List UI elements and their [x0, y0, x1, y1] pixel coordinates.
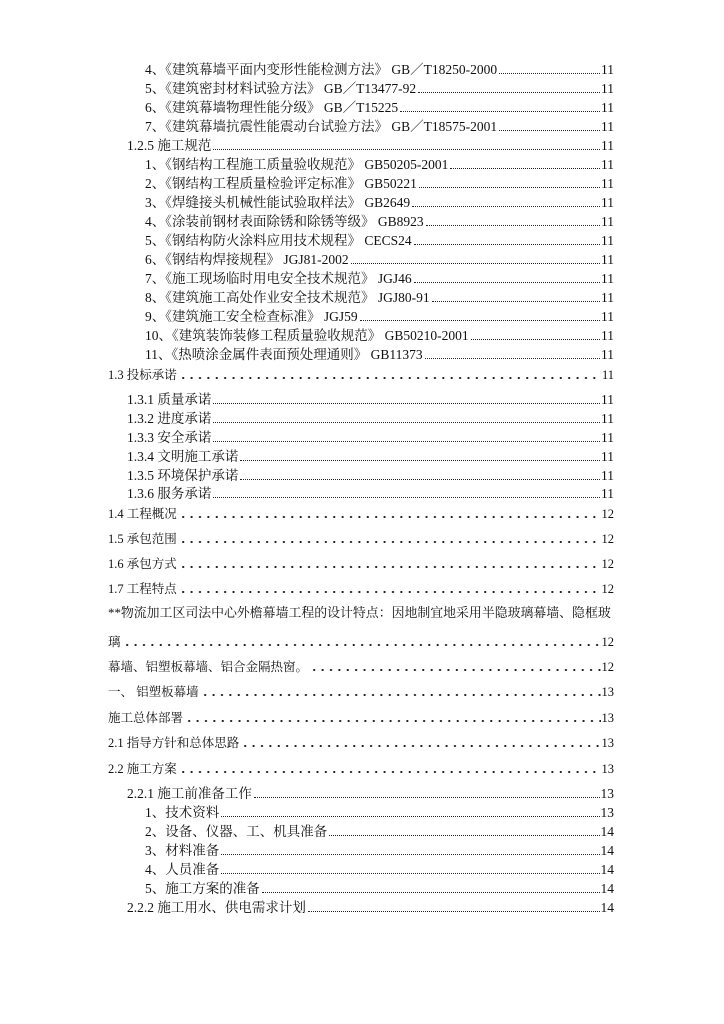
toc-entry-label: 6、《建筑幕墙物理性能分级》 GB／T15225	[145, 100, 399, 115]
toc-entry-page: 11	[601, 430, 614, 445]
toc-entry-page: 13	[601, 736, 614, 750]
toc-entry-page: 13	[601, 762, 614, 776]
dot-leader	[499, 73, 600, 74]
toc-entry-page: 11	[601, 271, 614, 286]
toc-entry-label: 4、人员准备	[145, 862, 220, 877]
toc-entry-page: 13	[600, 805, 614, 820]
toc-entry-label: 1、《钢结构工程施工质量验收规范》 GB50205-2001	[145, 157, 449, 172]
toc-entry-page: 13	[601, 685, 614, 699]
dot-leader	[213, 403, 600, 404]
toc-entry-label: 5、施工方案的准备	[145, 881, 260, 896]
toc-entry	[145, 156, 614, 174]
toc-entry-label: 6、《钢结构焊接规程》 JGJ81-2002	[145, 252, 349, 267]
toc-entry	[108, 555, 614, 573]
toc-entry-page: 11	[601, 233, 614, 248]
toc-entry-page: 14	[600, 862, 614, 877]
dot-leader	[351, 263, 600, 264]
dot-leader	[425, 358, 600, 359]
dot-leader	[213, 441, 600, 442]
toc-entry-label: 2、设备、仪器、工、机具准备	[145, 824, 328, 839]
dot-leader	[400, 111, 600, 112]
toc-entry-label: 3、材料准备	[145, 843, 220, 858]
toc-entry-label: 1.3.1 质量承诺	[127, 392, 212, 407]
toc-entry-label: 1.3.2 进度承诺	[127, 411, 212, 426]
dot-leader	[418, 92, 600, 93]
toc-entry	[145, 842, 614, 860]
toc-entry-label: 1.3 投标承诺	[108, 368, 177, 382]
dot-leader	[254, 797, 600, 798]
toc-entry-page: 14	[600, 843, 614, 858]
toc-entry-label: 2、《钢结构工程质量检验评定标准》 GB50221	[145, 176, 417, 191]
toc-entry	[108, 760, 614, 778]
toc-entry-page: 11	[601, 119, 614, 134]
toc-entry	[108, 580, 614, 598]
toc-entry-page: 11	[601, 252, 614, 267]
dot-leader	[221, 873, 599, 874]
toc-entry	[127, 137, 614, 155]
toc-entry-page: 11	[601, 411, 614, 426]
toc-entry	[127, 410, 614, 428]
toc-entry	[145, 61, 614, 79]
dot-leader	[329, 835, 599, 836]
dot-leader	[414, 244, 600, 245]
toc-entry-label: 2.2.1 施工前准备工作	[127, 786, 252, 801]
toc-entry-page: 12	[601, 635, 614, 649]
toc-entry-page: 11	[601, 62, 614, 77]
dot-leader	[213, 422, 600, 423]
toc-entry-label: 1.3.5 环境保护承诺	[127, 468, 239, 483]
toc-entry-page: 12	[601, 660, 614, 674]
toc-entry-label: 幕墙、铝塑板幕墙、铝合金隔热窗。	[108, 660, 309, 674]
toc-entry	[145, 327, 614, 345]
toc-entry-label: **物流加工区司法中心外檐幕墙工程的设计特点：因地制宜地采用半隐玻璃幕墙、隐框玻	[108, 606, 611, 620]
toc-entry-label: 璃	[108, 635, 121, 649]
toc-entry-label: 1.3.4 文明施工承诺	[127, 449, 239, 464]
dot-leader	[308, 911, 600, 912]
dot-leader	[426, 225, 600, 226]
toc-entry	[145, 99, 614, 117]
dot-leader	[123, 644, 601, 646]
toc-entry	[145, 251, 614, 269]
toc-entry-page: 12	[601, 582, 614, 596]
toc-entry-page: 11	[601, 214, 614, 229]
toc-entry	[108, 633, 614, 651]
toc-entry-page: 14	[600, 900, 614, 915]
toc-entry	[145, 213, 614, 231]
toc-entry-label: 5、《建筑密封材料试验方法》 GB／T13477-92	[145, 81, 417, 96]
toc-entry	[127, 785, 614, 803]
toc-entry-page: 11	[601, 449, 614, 464]
toc-entry	[145, 861, 614, 879]
toc-entry-page: 11	[601, 309, 614, 324]
dot-leader	[179, 771, 601, 773]
toc-entry	[145, 823, 614, 841]
toc-entry	[127, 899, 614, 917]
toc-entry-page: 11	[601, 328, 614, 343]
toc-entry-page: 11	[601, 195, 614, 210]
toc-entry-label: 2.2.2 施工用水、供电需求计划	[127, 900, 306, 915]
toc-entry-page: 11	[601, 100, 614, 115]
toc-entry	[145, 232, 614, 250]
toc-entry-label: 1.2.5 施工规范	[127, 138, 212, 153]
toc-entry-page: 12	[601, 557, 614, 571]
toc-entry-label: 1.4 工程概况	[108, 507, 177, 521]
toc-entry-page: 14	[600, 881, 614, 896]
dot-leader	[221, 854, 599, 855]
toc-entry-label: 1、技术资料	[145, 805, 220, 820]
toc-entry	[108, 505, 614, 523]
toc-entry-label: 2.1 指导方针和总体思路	[108, 736, 240, 750]
toc-entry	[108, 530, 614, 548]
dot-leader	[179, 566, 601, 568]
toc-entry-label: 2.2 施工方案	[108, 762, 177, 776]
toc-entry	[108, 734, 614, 752]
toc-entry	[145, 308, 614, 326]
dot-leader	[471, 339, 600, 340]
dot-leader	[432, 301, 600, 302]
toc-entry-page: 14	[600, 824, 614, 839]
dot-leader	[179, 591, 601, 593]
dot-leader	[179, 377, 601, 379]
toc-entry	[108, 658, 614, 676]
toc-entry-page: 11	[601, 176, 614, 191]
toc-entry-page: 11	[601, 290, 614, 305]
toc-entry-label: 4、《涂装前钢材表面除锈和除锈等级》 GB8923	[145, 214, 424, 229]
toc-entry-page: 12	[601, 507, 614, 521]
dot-leader	[179, 516, 601, 518]
toc-entry-label: 施工总体部署	[108, 711, 184, 725]
toc-entry	[127, 429, 614, 447]
dot-leader	[419, 187, 600, 188]
toc-entry-page: 13	[601, 711, 614, 725]
dot-leader	[310, 669, 600, 671]
dot-leader	[221, 816, 599, 817]
toc-entry	[145, 346, 614, 364]
toc-entry-label: 7、《建筑幕墙抗震性能震动台试验方法》 GB／T18575-2001	[145, 119, 498, 134]
dot-leader	[412, 206, 600, 207]
toc-entry-page: 11	[601, 138, 614, 153]
toc-entry-label: 11、《热喷涂金属件表面预处理通则》 GB11373	[145, 347, 423, 362]
toc-entry	[127, 391, 614, 409]
dot-leader	[450, 168, 600, 169]
toc-entry	[108, 683, 614, 701]
dot-leader	[213, 149, 600, 150]
toc-entry-label: 1.6 承包方式	[108, 557, 177, 571]
toc-entry	[145, 175, 614, 193]
toc-entry	[145, 80, 614, 98]
dot-leader	[499, 130, 600, 131]
toc-entry-label: 4、《建筑幕墙平面内变形性能检测方法》 GB／T18250-2000	[145, 62, 498, 77]
toc-entry-page: 11	[601, 347, 614, 362]
toc-entry-label: 7、《施工现场临时用电安全技术规范》 JGJ46	[145, 271, 412, 286]
toc-entry-page: 12	[601, 532, 614, 546]
toc-entry	[145, 118, 614, 136]
dot-leader	[241, 745, 600, 747]
dot-leader	[179, 541, 601, 543]
toc-entry-label: 1.5 承包范围	[108, 532, 177, 546]
toc-entry-page: 11	[601, 368, 614, 382]
dot-leader	[360, 320, 600, 321]
toc-entry	[127, 467, 614, 485]
toc-entry-page: 11	[601, 468, 614, 483]
toc-entry	[127, 448, 614, 466]
dot-leader	[201, 694, 601, 696]
dot-leader	[240, 460, 600, 461]
toc-entry-page: 11	[601, 392, 614, 407]
dot-leader	[213, 497, 600, 498]
dot-leader	[262, 892, 600, 893]
toc-entry	[145, 804, 614, 822]
toc-entry-label: 10、《建筑装饰装修工程质量验收规范》 GB50210-2001	[145, 328, 469, 343]
toc-entry-label: 一、 铝塑板幕墙	[108, 685, 199, 699]
dot-leader	[414, 282, 600, 283]
toc-entry-label: 1.3.3 安全承诺	[127, 430, 212, 445]
toc-entry-page: 11	[601, 157, 614, 172]
toc-entry	[108, 366, 614, 384]
toc-entry	[127, 485, 614, 503]
toc-entry-page: 11	[601, 81, 614, 96]
toc-entry-label: 5、《钢结构防火涂料应用技术规程》 CECS24	[145, 233, 412, 248]
toc-entry-page: 13	[600, 786, 614, 801]
toc-entry-page: 11	[601, 486, 614, 501]
toc-entry-label: 8、《建筑施工高处作业安全技术规范》 JGJ80-91	[145, 290, 430, 305]
dot-leader	[185, 720, 600, 722]
toc-entry-label: 9、《建筑施工安全检查标准》 JGJ59	[145, 309, 358, 324]
dot-leader	[240, 479, 600, 480]
toc-entry	[108, 709, 614, 727]
toc-entry-label: 1.3.6 服务承诺	[127, 486, 212, 501]
toc-entry-label: 3、《焊缝接头机械性能试验取样法》 GB2649	[145, 195, 411, 210]
toc-entry-label: 1.7 工程特点	[108, 582, 177, 596]
toc-entry	[145, 289, 614, 307]
toc-text-line	[108, 604, 614, 622]
toc-entry	[145, 194, 614, 212]
toc-entry	[145, 880, 614, 898]
toc-entry	[145, 270, 614, 288]
